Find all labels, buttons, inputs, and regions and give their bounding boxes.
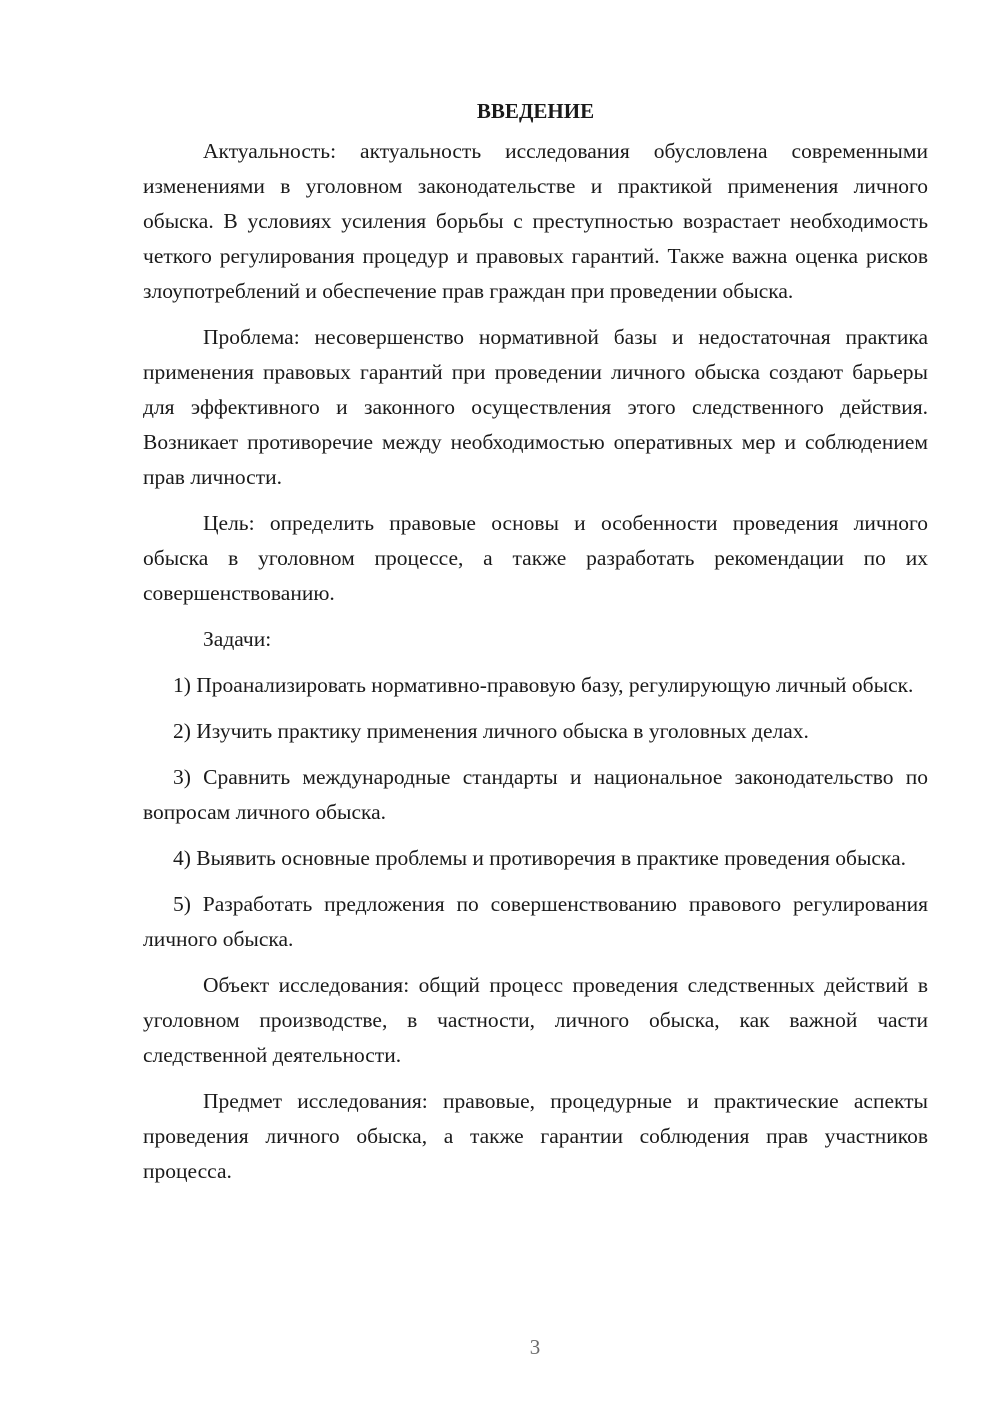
paragraph-subject: Предмет исследования: правовые, процедурные и практические аспекты проведения личного обыска, а также гарантии соблюдения прав участников процесса. bbox=[143, 1089, 928, 1183]
task-item-1: 1) Проанализировать нормативно-правовую базу, регулирующую личный обыск. bbox=[173, 673, 914, 697]
paragraph-object: Объект исследования: общий процесс проведения следственных действий в уголовном производстве, в частности, личного обыска, как важной части следственной деятельности. bbox=[143, 973, 928, 1067]
paragraph-relevance: Актуальность: актуальность исследования обусловлена современными изменениями в уголовном законодательстве и практикой применения личного обыска. В условиях усиления борьбы с преступностью возрастает необходимость четкого регулирования процедур и правовых гарантий. Также важна оценка рисков злоупотреблений и обеспечение прав граждан при проведении обыска. bbox=[143, 139, 928, 303]
paragraph-problem: Проблема: несовершенство нормативной базы и недостаточная практика применения правовых гарантий при проведении личного обыска создают барьеры для эффективного и законного осуществления этого следственного действия. Возникает противоречие между необходимостью оперативных мер и соблюдением прав личности. bbox=[143, 325, 928, 489]
paragraph-goal: Цель: определить правовые основы и особенности проведения личного обыска в уголовном процессе, а также разработать рекомендации по их совершенствованию. bbox=[143, 511, 928, 605]
task-item-3: 3) Сравнить международные стандарты и национальное законодательство по вопросам личного обыска. bbox=[143, 765, 928, 824]
task-item-2: 2) Изучить практику применения личного обыска в уголовных делах. bbox=[173, 719, 809, 743]
page-content bbox=[143, 96, 928, 1200]
paragraph-tasks-label: Задачи: bbox=[203, 627, 272, 651]
section-heading: ВВЕДЕНИЕ bbox=[476, 99, 595, 123]
task-item-4: 4) Выявить основные проблемы и противоречия в практике проведения обыска. bbox=[173, 846, 906, 870]
task-item-5: 5) Разработать предложения по совершенствованию правового регулирования личного обыска. bbox=[143, 892, 928, 951]
page-number: 3 bbox=[529, 1335, 541, 1359]
